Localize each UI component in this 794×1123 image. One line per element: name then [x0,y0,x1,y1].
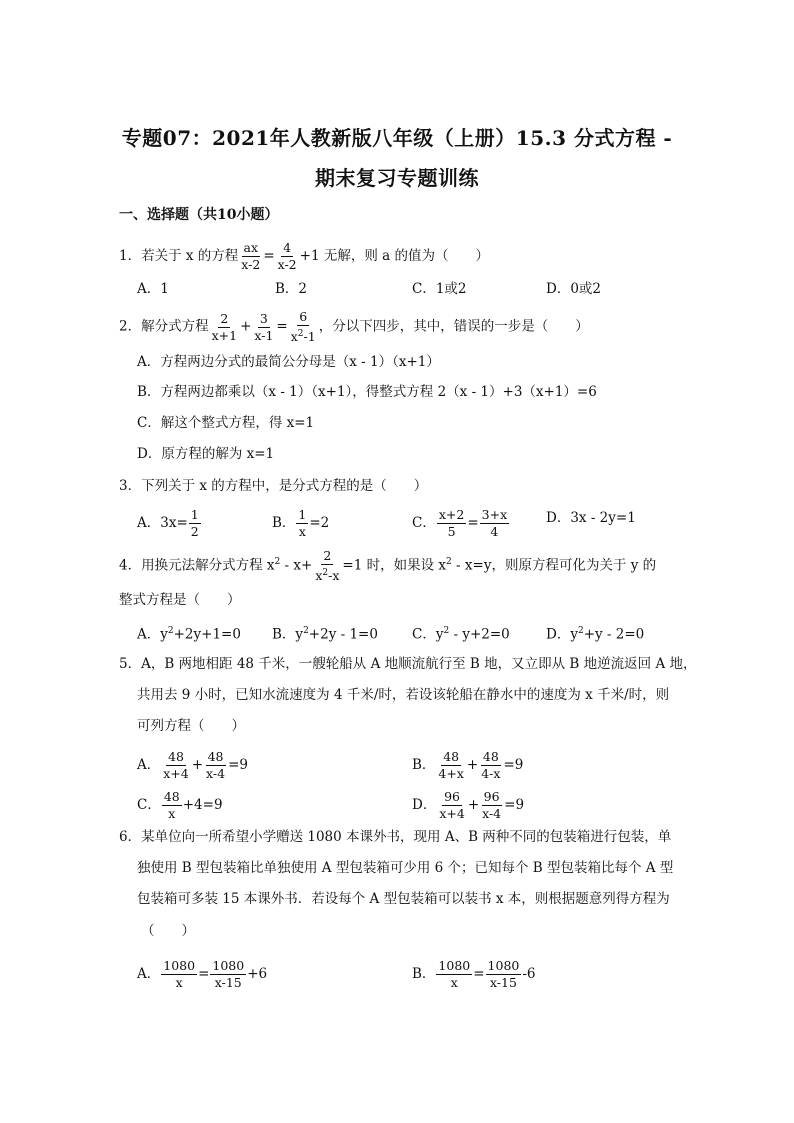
q1-option-d: D．0或2 [546,281,602,297]
q3-option-c: C． $\frac{x+2}{5}$ = $\frac{3+x}{4}$ [412,507,508,539]
question-6: 6．某单位向一所希望小学赠送 1080 本课外书，现用 A、B 两种不同的包装箱进行包装，单 [119,829,672,845]
q5-option-c: C． $\frac{48}{x}$ +4=9 [137,789,223,821]
q3-option-b: B． $\frac{1}{x}$ =2 [272,507,330,539]
question-4: 4．用换元法解分式方程 $x^2 - x+$ $\frac{2}{x^2-x}$ =1 时，如果设 $x^2 - x=y$，则原方程可化为关于 y 的 [119,548,657,584]
q2-option-a: A．方程两边分式的最简公分母是（x - 1）（x+1） [137,354,440,370]
fraction: $\frac{3}{x-1}$ [254,310,274,343]
fraction: $\frac{ax}{x-2}$ [241,240,261,272]
question-6-cont2: 包装箱可多装 15 本课外书．若设每个 A 型包装箱可以装书 x 本，则根据题意列得方程为 [137,891,670,907]
q2-option-c: C．解这个整式方程，得 x=1 [137,415,315,431]
q4-option-a: A．$y^2+2y+1=0$ [137,626,241,643]
q2-option-b: B．方程两边都乘以（x - 1）（x+1），得整式方程 2（x - 1）+3（x+1）=6 [137,384,597,400]
fraction: $\frac{4}{x-2}$ [277,240,297,272]
q1-option-b: B．2 [275,281,308,297]
q3-option-d: D．3x - 2y=1 [546,510,636,526]
question-6-blank: （ ） [141,923,195,939]
page-subtitle: 期末复习专题训练 [315,166,479,190]
question-6-cont: 独使用 B 型包装箱比单独使用 A 型包装箱可少用 6 个；已知每个 B 型包装箱比每个 A 型 [137,860,674,876]
fraction: $\frac{2}{x^2-x}$ [315,548,340,584]
q4-option-b: B．$y^2+2y - 1=0$ [272,626,378,643]
q1-option-a: A．1 [137,281,169,297]
q5-option-d: D． $\frac{96}{x+4}$ + $\frac{96}{x-4}$ =9 [412,789,525,821]
question-2: 2．解分式方程 $\frac{2}{x+1}$ + $\frac{3}{x-1}$ = $\frac{6}{x^2-1}$ ，分以下四步，其中，错误的一步是（ ） [119,309,589,345]
question-4-cont: 整式方程是（ ） [119,592,241,608]
fraction: $\frac{6}{x^2-1}$ [290,309,316,345]
question-5-cont2: 可列方程（ ） [137,718,245,734]
q4-option-c: C．$y^2 - y+2=0$ [412,626,510,643]
section-heading: 一、选择题（共10小题） [119,207,279,223]
page-title: 专题07：2021年人教新版八年级（上册）15.3 分式方程 - [121,126,673,150]
question-5: 5．A，B 两地相距 48 千米，一艘轮船从 A 地顺流航行至 B 地，又立即从 B 地逆流返回 A 地， [119,656,697,672]
q1-option-c: C．1或2 [412,281,467,297]
q6-option-a: A． $\frac{1080}{x}$ = $\frac{1080}{x-15}$ +6 [137,958,268,990]
q3-option-a: A．3x= $\frac{1}{2}$ [137,507,199,539]
q6-option-b: B． $\frac{1080}{x}$ = $\frac{1080}{x-15}$ -6 [412,958,536,990]
question-1: 1．若关于 x 的方程 $\frac{ax}{x-2}$ = $\frac{4}{x-2}$ +1 无解，则 a 的值为（ ） [119,240,489,272]
q5-option-a: A． $\frac{48}{x+4}$ + $\frac{48}{x-4}$ =9 [137,749,248,781]
q4-option-d: D．$y^2+y - 2=0$ [546,626,645,643]
fraction: $\frac{2}{x+1}$ [211,310,238,343]
question-5-cont: 共用去 9 小时，已知水流速度为 4 千米/时，若设该轮船在静水中的速度为 x 千米/时，则 [137,687,670,703]
q5-option-b: B． $\frac{48}{4+x}$ + $\frac{48}{4-x}$ =9 [412,749,524,781]
question-3: 3．下列关于 x 的方程中，是分式方程的是（ ） [119,478,428,494]
q2-option-d: D．原方程的解为 x=1 [137,446,275,462]
